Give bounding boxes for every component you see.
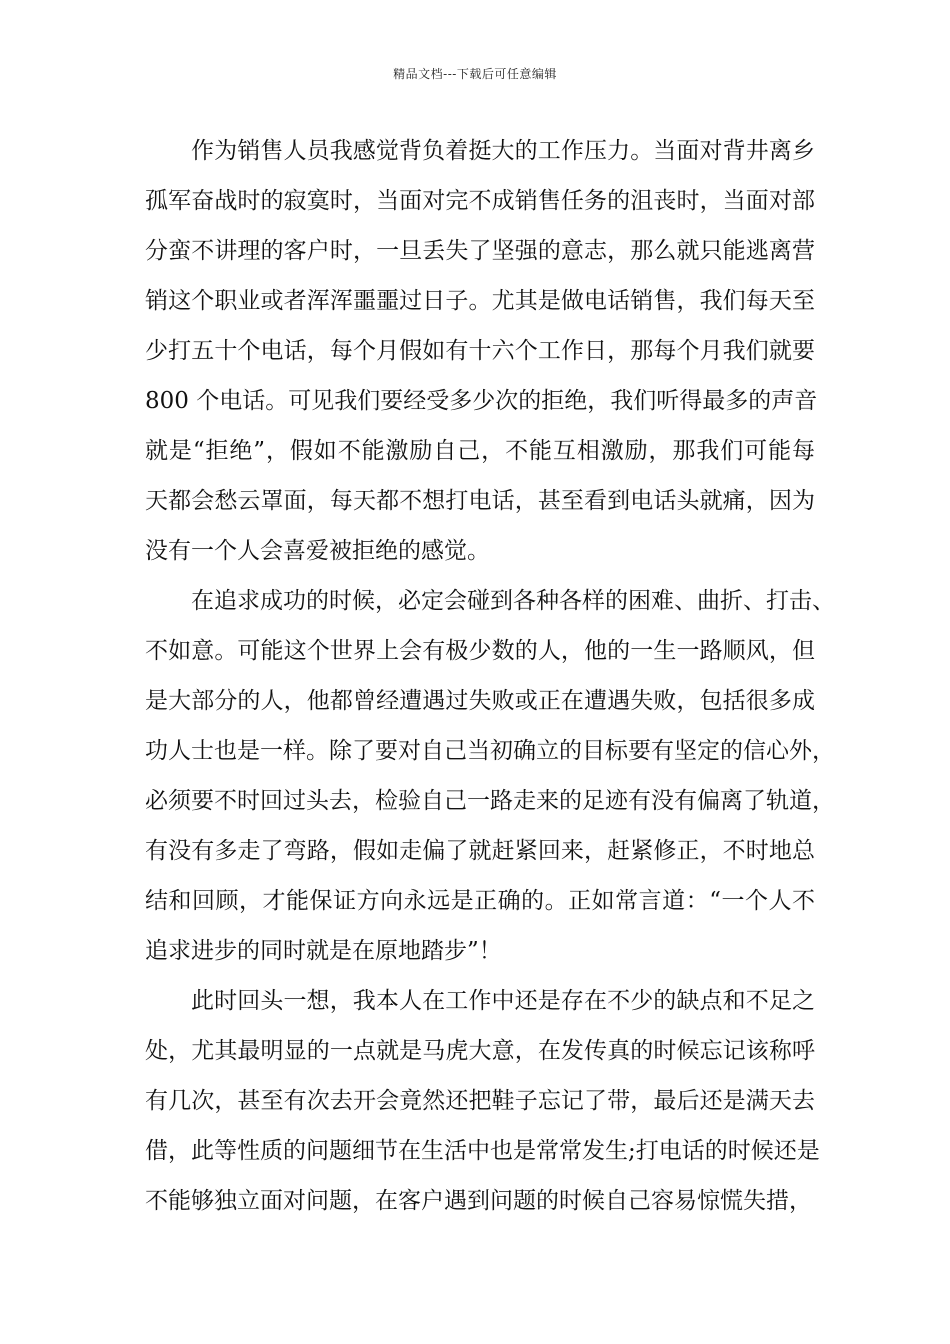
text-line: 作为销售人员我感觉背负着挺大的工作压力。当面对背井离乡 — [191, 138, 815, 164]
text-line: 少打五十个电话，每个月假如有十六个工作日，那每个月我们就要 — [145, 338, 815, 364]
text-line: 不能够独立面对问题，在客户遇到问题的时候自己容易惊慌失措， — [145, 1188, 812, 1214]
text-line: 分蛮不讲理的客户时，一旦丢失了坚强的意志，那么就只能逃离营 — [145, 238, 815, 264]
text-line: 有几次，甚至有次去开会竟然还把鞋子忘记了带，最后还是满天去 — [145, 1088, 815, 1114]
text-line: 追求进步的同时就是在原地踏步”！ — [145, 938, 502, 964]
text-line: 有没有多走了弯路，假如走偏了就赶紧回来，赶紧修正，不时地总 — [145, 838, 815, 864]
text-line: 功人士也是一样。除了要对自己当初确立的目标要有坚定的信心外， — [145, 738, 835, 764]
text-line: 天都会愁云罩面，每天都不想打电话，甚至看到电话头就痛，因为 — [145, 488, 815, 514]
text-line: 孤军奋战时的寂寞时，当面对完不成销售任务的沮丧时，当面对部 — [145, 188, 815, 214]
text-line: 必须要不时回过头去，检验自己一路走来的足迹有没有偏离了轨道， — [145, 788, 835, 814]
text-line: 此时回头一想，我本人在工作中还是存在不少的缺点和不足之 — [191, 988, 815, 1014]
text-line: 结和回顾，才能保证方向永远是正确的。正如常言道：“一个人不 — [145, 888, 815, 914]
text-line: 没有一个人会喜爱被拒绝的感觉。 — [145, 538, 490, 564]
text-line: 不如意。可能这个世界上会有极少数的人，他的一生一路顺风，但 — [145, 638, 815, 664]
text-line: 800 个电话。可见我们要经受多少次的拒绝，我们听得最多的声音 — [145, 388, 818, 414]
text-line: 借，此等性质的问题细节在生活中也是常常发生;打电话的时候还是 — [145, 1138, 820, 1164]
text-line: 销这个职业或者浑浑噩噩过日子。尤其是做电话销售，我们每天至 — [145, 288, 815, 314]
text-line: 处，尤其最明显的一点就是马虎大意，在发传真的时候忘记该称呼 — [145, 1038, 815, 1064]
text-line: 就是“拒绝”，假如不能激励自己，不能互相激励，那我们可能每 — [145, 438, 815, 464]
page-header: 精品文档---下载后可任意编辑 — [393, 67, 557, 81]
text-line: 在追求成功的时候，必定会碰到各种各样的困难、曲折、打击、 — [191, 588, 835, 614]
text-line: 是大部分的人，他都曾经遭遇过失败或正在遭遇失败，包括很多成 — [145, 688, 815, 714]
